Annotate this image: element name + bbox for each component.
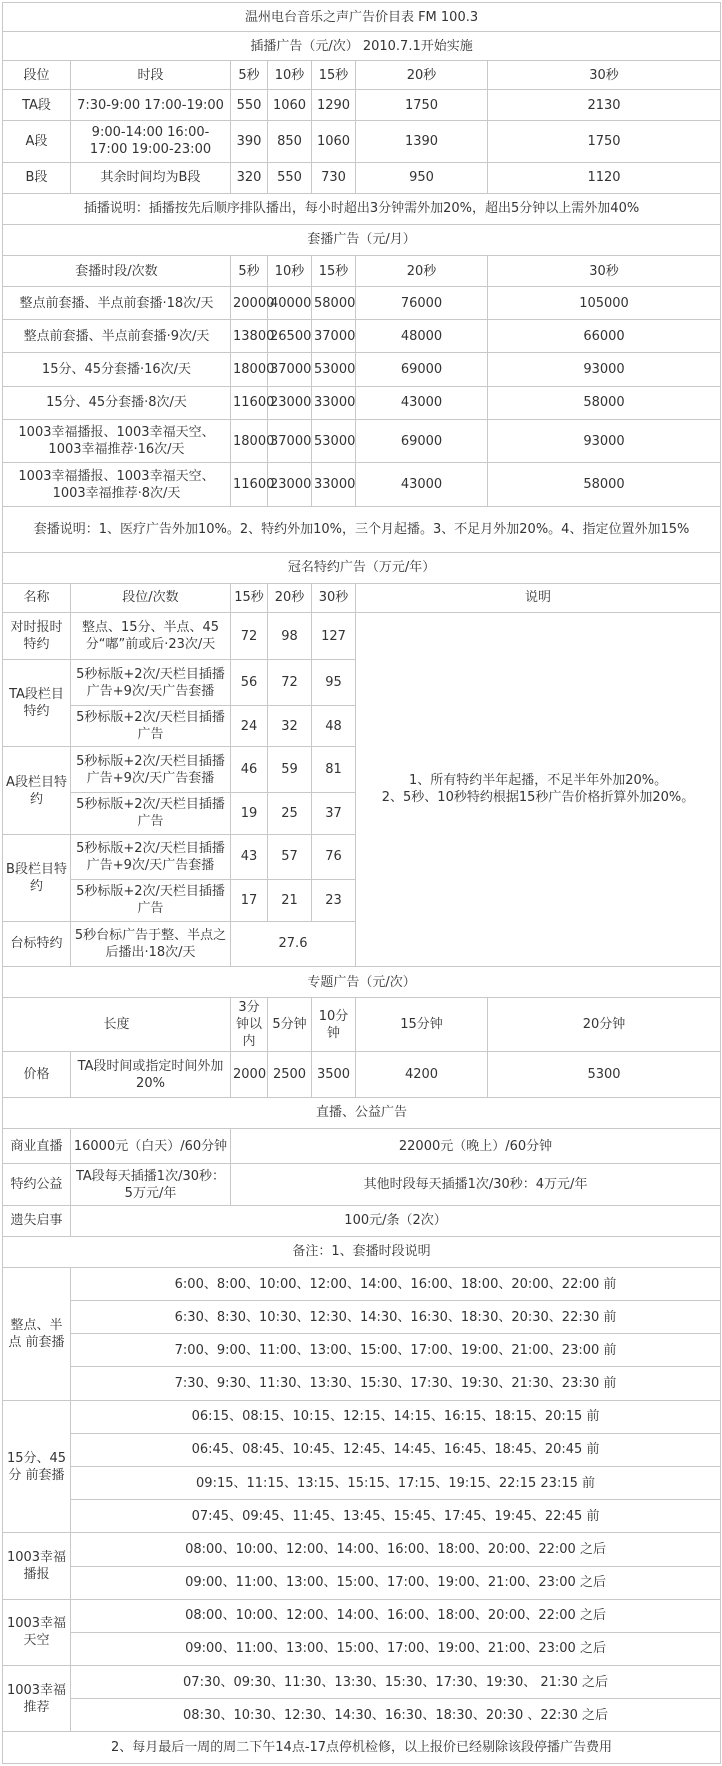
sponsor-price: 76: [312, 834, 356, 880]
sponsor-price: 95: [312, 660, 356, 706]
sponsor-price: 32: [268, 705, 312, 746]
package-row-label: 整点前套播、半点前套播·9次/天: [3, 320, 231, 353]
package-row-price: 66000: [488, 320, 721, 353]
sponsor-row-desc: 5秒标版+2次/天栏目插播广告: [71, 705, 231, 746]
package-row-price: 93000: [488, 419, 721, 463]
package-header-slots: 套播时段/次数: [3, 256, 231, 287]
spot-row-price: 1390: [356, 121, 488, 162]
package-heading: 套播广告（元/月）: [3, 224, 721, 255]
sponsor-station-desc: 5秒台标广告于整、半点之后播出·18次/天: [71, 921, 231, 967]
package-row-price: 26500: [268, 320, 312, 353]
live-row-night: 22000元（晚上）/60分钟: [231, 1129, 721, 1164]
sponsor-price: 43: [231, 834, 268, 880]
notes-time-line: 06:45、08:45、10:45、12:45、14:45、16:45、18:45、20:45 前: [71, 1433, 721, 1466]
rate-table: [2, 2, 721, 1764]
spot-row-price: 390: [231, 121, 268, 162]
spot-row-price: 1120: [488, 162, 721, 193]
notes-time-line: 6:30、8:30、10:30、12:30、14:30、16:30、18:30、20:30、22:30 前: [71, 1301, 721, 1334]
notes-footer: 2、每月最后一周的周二下午14点-17点停机检修，以上报价已经剔除该段停播广告费用: [3, 1732, 721, 1764]
feature-header-col: 3分钟以内: [231, 998, 268, 1052]
notes-time-line: 07:30、09:30、11:30、13:30、15:30、17:30、19:30、 21:30 之后: [71, 1666, 721, 1699]
package-row-label: 15分、45分套播·16次/天: [3, 353, 231, 386]
notes-time-line: 6:00、8:00、10:00、12:00、14:00、16:00、18:00、20:00、22:00 前: [71, 1267, 721, 1300]
notes-time-line: 09:15、11:15、13:15、15:15、17:15、19:15、22:15 23:15 前: [71, 1467, 721, 1500]
spot-header-10s: 10秒: [268, 61, 312, 90]
sponsor-header-remarks: 说明: [356, 583, 721, 612]
notes-group-name: 1003幸福推荐: [3, 1666, 71, 1732]
lost-notice-label: 遗失启事: [3, 1205, 71, 1236]
spot-row-price: 1060: [268, 90, 312, 121]
live-heading: 直播、公益广告: [3, 1097, 721, 1128]
spot-row-time: 其余时间均为B段: [71, 162, 231, 193]
package-row-label: 整点前套播、半点前套播·18次/天: [3, 287, 231, 320]
spot-header-30s: 30秒: [488, 61, 721, 90]
notes-time-line: 07:45、09:45、11:45、13:45、15:45、17:45、19:45、22:45 前: [71, 1500, 721, 1533]
spot-row-price: 550: [231, 90, 268, 121]
notes-time-line: 09:00、11:00、13:00、15:00、17:00、19:00、21:00、23:00 之后: [71, 1632, 721, 1665]
feature-header-col: 20分钟: [488, 998, 721, 1052]
package-row-label: 1003幸福播报、1003幸福天空、1003幸福推荐·8次/天: [3, 463, 231, 507]
notes-time-line: 06:15、08:15、10:15、12:15、14:15、16:15、18:15、20:15 前: [71, 1400, 721, 1433]
package-row-price: 93000: [488, 353, 721, 386]
package-row-price: 69000: [356, 353, 488, 386]
sponsor-row-desc: 5秒标版+2次/天栏目插播广告+9次/天广告套播: [71, 747, 231, 793]
sponsor-price: 25: [268, 793, 312, 834]
spot-header-20s: 20秒: [356, 61, 488, 90]
page-title: 温州电台音乐之声广告价目表 FM 100.3: [3, 3, 721, 32]
feature-price: 2000: [231, 1052, 268, 1098]
package-row-price: 40000: [268, 287, 312, 320]
spot-heading: 插播广告（元/次） 2010.7.1开始实施: [3, 32, 721, 61]
spot-row-time: 9:00-14:00 16:00-17:00 19:00-23:00: [71, 121, 231, 162]
feature-price: 5300: [488, 1052, 721, 1098]
package-row-price: 18000: [231, 353, 268, 386]
sponsor-row-desc: 5秒标版+2次/天栏目插播广告: [71, 793, 231, 834]
package-header-length: 30秒: [488, 256, 721, 287]
sponsor-station-name: 台标特约: [3, 921, 71, 967]
package-row-price: 58000: [312, 287, 356, 320]
live-row-ta: TA段每天插播1次/30秒：5万元/年: [71, 1164, 231, 1205]
sponsor-row-desc: 5秒标版+2次/天栏目插播广告+9次/天广告套播: [71, 834, 231, 880]
spot-row-price: 1750: [356, 90, 488, 121]
spot-row-price: 850: [268, 121, 312, 162]
live-row-label: 商业直播: [3, 1129, 71, 1164]
sponsor-heading: 冠名特约广告（万元/年）: [3, 552, 721, 583]
sponsor-price: 46: [231, 747, 268, 793]
package-row-price: 37000: [268, 353, 312, 386]
sponsor-header-30s: 30秒: [312, 583, 356, 612]
sponsor-price: 72: [268, 660, 312, 706]
package-header-length: 20秒: [356, 256, 488, 287]
feature-price: 4200: [356, 1052, 488, 1098]
package-header-length: 10秒: [268, 256, 312, 287]
package-row-price: 33000: [312, 463, 356, 507]
package-row-price: 69000: [356, 419, 488, 463]
package-row-price: 76000: [356, 287, 488, 320]
sponsor-station-price: 27.6: [231, 921, 356, 967]
package-row-price: 43000: [356, 386, 488, 419]
notes-group-name: 1003幸福播报: [3, 1533, 71, 1599]
notes-time-line: 7:30、9:30、11:30、13:30、15:30、17:30、19:30、21:30、23:30 前: [71, 1367, 721, 1400]
package-row-price: 43000: [356, 463, 488, 507]
spot-header-segment: 段位: [3, 61, 71, 90]
spot-row-segment: TA段: [3, 90, 71, 121]
live-row-other: 其他时段每天插播1次/30秒：4万元/年: [231, 1164, 721, 1205]
notes-group-name: 整点、半点 前套播: [3, 1267, 71, 1400]
sponsor-header-15s: 15秒: [231, 583, 268, 612]
sponsor-group-name: B段栏目特约: [3, 834, 71, 921]
sponsor-header-detail: 段位/次数: [71, 583, 231, 612]
package-row-price: 37000: [312, 320, 356, 353]
sponsor-header-20s: 20秒: [268, 583, 312, 612]
spot-row-price: 950: [356, 162, 488, 193]
package-row-price: 58000: [488, 463, 721, 507]
package-row-price: 48000: [356, 320, 488, 353]
spot-row-price: 730: [312, 162, 356, 193]
package-row-label: 15分、45分套播·8次/天: [3, 386, 231, 419]
sponsor-price: 56: [231, 660, 268, 706]
spot-header-15s: 15秒: [312, 61, 356, 90]
spot-row-price: 550: [268, 162, 312, 193]
package-row-price: 58000: [488, 386, 721, 419]
sponsor-price: 81: [312, 747, 356, 793]
feature-price: 3500: [312, 1052, 356, 1098]
notes-group-name: 15分、45分 前套播: [3, 1400, 71, 1533]
spot-row-price: 2130: [488, 90, 721, 121]
sponsor-price: 23: [312, 880, 356, 921]
spot-note: 插播说明：插播按先后顺序排队播出，每小时超出3分钟需外加20%，超出5分钟以上需外加40%: [3, 193, 721, 224]
notes-time-line: 08:30、10:30、12:30、14:30、16:30、18:30、20:30 、22:30 之后: [71, 1699, 721, 1732]
package-row-price: 23000: [268, 386, 312, 419]
notes-time-line: 08:00、10:00、12:00、14:00、16:00、18:00、20:00、22:00 之后: [71, 1599, 721, 1632]
feature-price: 2500: [268, 1052, 312, 1098]
spot-header-5s: 5秒: [231, 61, 268, 90]
package-row-price: 37000: [268, 419, 312, 463]
feature-header-col: 5分钟: [268, 998, 312, 1052]
lost-notice-value: 100元/条（2次）: [71, 1205, 721, 1236]
notes-heading: 备注：1、套播时段说明: [3, 1236, 721, 1267]
spot-row-price: 1750: [488, 121, 721, 162]
sponsor-header-name: 名称: [3, 583, 71, 612]
package-row-price: 18000: [231, 419, 268, 463]
feature-price-note: TA段时间或指定时间外加20%: [71, 1052, 231, 1098]
spot-row-segment: A段: [3, 121, 71, 162]
notes-time-line: 08:00、10:00、12:00、14:00、16:00、18:00、20:00、22:00 之后: [71, 1533, 721, 1566]
package-row-label: 1003幸福播报、1003幸福天空、1003幸福推荐·16次/天: [3, 419, 231, 463]
sponsor-row-desc: 5秒标版+2次/天栏目插播广告+9次/天广告套播: [71, 660, 231, 706]
spot-row-price: 1290: [312, 90, 356, 121]
sponsor-row-desc: 5秒标版+2次/天栏目插播广告: [71, 880, 231, 921]
sponsor-price: 24: [231, 705, 268, 746]
package-note: 套播说明：1、医疗广告外加10%。2、特约外加10%，三个月起播。3、不足月外加20%。4、指定位置外加15%: [3, 506, 721, 552]
sponsor-price: 19: [231, 793, 268, 834]
feature-header-length: 长度: [3, 998, 231, 1052]
package-row-price: 53000: [312, 419, 356, 463]
notes-time-line: 7:00、9:00、11:00、13:00、15:00、17:00、19:00、21:00、23:00 前: [71, 1334, 721, 1367]
spot-row-price: 1060: [312, 121, 356, 162]
notes-time-line: 09:00、11:00、13:00、15:00、17:00、19:00、21:00、23:00 之后: [71, 1566, 721, 1599]
live-row-day: 16000元（白天）/60分钟: [71, 1129, 231, 1164]
sponsor-price: 21: [268, 880, 312, 921]
feature-header-col: 10分钟: [312, 998, 356, 1052]
sponsor-price: 72: [231, 612, 268, 660]
feature-heading: 专题广告（元/次）: [3, 967, 721, 998]
sponsor-price: 17: [231, 880, 268, 921]
package-row-price: 20000: [231, 287, 268, 320]
package-row-price: 11600: [231, 386, 268, 419]
sponsor-price: 48: [312, 705, 356, 746]
spot-row-time: 7:30-9:00 17:00-19:00: [71, 90, 231, 121]
sponsor-price: 37: [312, 793, 356, 834]
sponsor-price: 57: [268, 834, 312, 880]
spot-row-price: 320: [231, 162, 268, 193]
package-header-length: 5秒: [231, 256, 268, 287]
sponsor-time-name: 对时报时特约: [3, 612, 71, 660]
package-header-length: 15秒: [312, 256, 356, 287]
package-row-price: 53000: [312, 353, 356, 386]
package-row-price: 11600: [231, 463, 268, 507]
live-row-label: 特约公益: [3, 1164, 71, 1205]
sponsor-price: 59: [268, 747, 312, 793]
sponsor-time-desc: 整点、15分、半点、45分“嘟”前或后·23次/天: [71, 612, 231, 660]
package-row-price: 23000: [268, 463, 312, 507]
sponsor-remarks: 1、所有特约半年起播，不足半年外加20%。 2、5秒、10秒特约根据15秒广告价格折算外加20%。: [356, 612, 721, 967]
sponsor-price: 127: [312, 612, 356, 660]
notes-group-name: 1003幸福天空: [3, 1599, 71, 1665]
feature-price-label: 价格: [3, 1052, 71, 1098]
sponsor-price: 98: [268, 612, 312, 660]
package-row-price: 33000: [312, 386, 356, 419]
spot-row-segment: B段: [3, 162, 71, 193]
package-row-price: 13800: [231, 320, 268, 353]
sponsor-group-name: TA段栏目特约: [3, 660, 71, 747]
spot-header-time: 时段: [71, 61, 231, 90]
sponsor-group-name: A段栏目特约: [3, 747, 71, 834]
feature-header-col: 15分钟: [356, 998, 488, 1052]
package-row-price: 105000: [488, 287, 721, 320]
